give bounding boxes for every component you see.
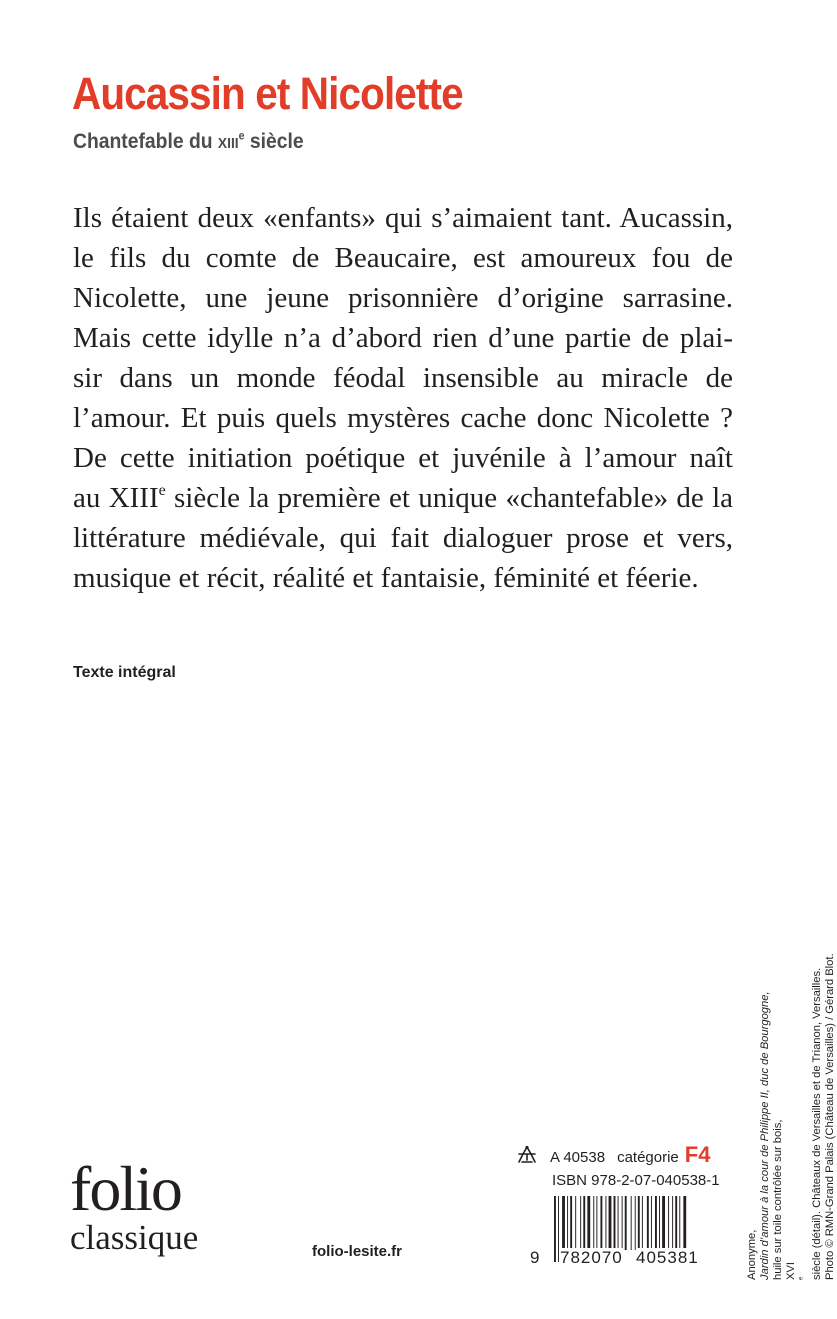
book-subtitle [73,130,304,154]
barcode-digit-first: 9 [530,1248,540,1267]
subtitle-text: Chantefable du [73,130,218,153]
blurb-line-end: siècle la première et unique «chantefable» de la [165,482,734,514]
image-credit [746,330,837,1280]
category-label: catégorie [617,1149,679,1166]
blurb-line: musique et récit, réalité et fantaisie, féminité et féerie. [73,562,699,594]
credit-line-1 [746,330,824,1280]
blurb-line-century-sup: e [158,482,166,500]
catalog-row [516,1142,710,1168]
book-title: Aucassin et Nicolette [72,68,463,119]
website-url: folio-lesite.fr [312,1243,403,1260]
blurb-line: Ils étaient deux «enfants» qui s’aimaient tant. Aucassin, [73,202,733,234]
blurb-line-start: au [73,482,109,514]
blurb-line: sir dans un monde féodal insensible au miracle de [73,362,733,394]
blurb-line: l’amour. Et puis quels mystères cache donc Nicolette ? [73,402,733,434]
category-value: F4 [684,1142,711,1167]
folio-emblem-icon [516,1145,538,1165]
blurb-line: Nicolette, une jeune prisonnière d’origine sarrasine. [73,282,733,314]
blurb-line-century: XIII [108,482,159,514]
barcode [530,1196,715,1276]
blurb-line: littérature médiévale, qui fait dialoguer prose et vers, [73,522,733,554]
blurb-line: De cette initiation poétique et juvénile à l’amour naît [73,442,733,474]
blurb-line: le fils du comte de Beaucaire, est amoureux fou de [73,242,733,274]
credit-line-2: Photo © RMN-Grand Palais (Château de Versailles) / Gérard Blot. [824,953,836,1280]
logo-folio: folio [70,1153,181,1224]
credit-location: siècle (détail). Châteaux de Versailles et de Trianon, Versailles. [811,967,823,1280]
barcode-digits-right: 405381 [636,1248,699,1267]
isbn: ISBN 978-2-07-040538-1 [552,1172,720,1189]
subtitle-century-sup: e [238,130,245,143]
credit-artwork-title: Jardin d’amour à la cour de Philippe II, duc de Bourgogne, [759,991,771,1280]
credit-century-sup: e [797,1276,805,1280]
blurb [73,198,733,598]
subtitle-century: XIII [217,135,239,152]
blurb-line: Mais cette idylle n’a d’abord rien d’une partie de plai- [73,322,733,354]
credit-medium: huile sur toile contrôlée sur bois, [772,1119,784,1280]
logo-classique: classique [70,1218,199,1257]
blurb-line [73,478,733,518]
catalog-code: A 40538 [550,1149,606,1166]
barcode-digits-left: 782070 [560,1248,623,1267]
folio-classique-logo [70,1153,199,1258]
credit-author: Anonyme, [746,1229,758,1280]
edition-note: Texte intégral [73,664,176,681]
subtitle-text-end: siècle [244,130,304,153]
credit-century: XVI [785,1261,797,1280]
